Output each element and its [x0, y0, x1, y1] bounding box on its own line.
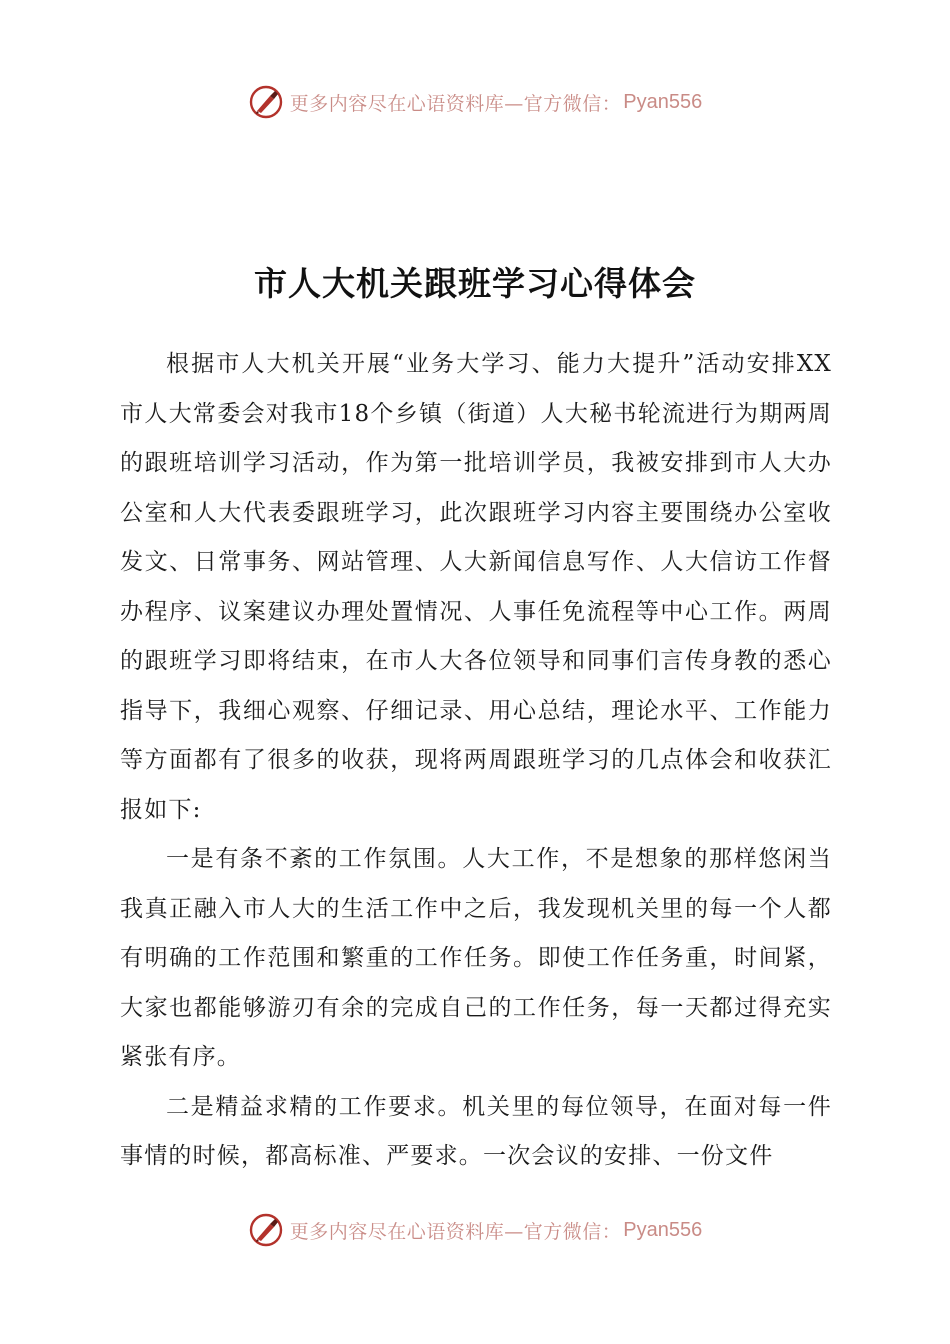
banner-text: 更多内容尽在心语资料库—官方微信： — [289, 1220, 622, 1243]
banner-wechat-id: Pyan556 — [623, 1218, 703, 1241]
document-body — [120, 340, 832, 1182]
paragraph-point-two: 二是精益求精的工作要求。机关里的每位领导，在面对每一件事情的时候，都高标准、严要求。一次会议的安排、一份文件 — [120, 1093, 832, 1169]
banner-text: 更多内容尽在心语资料库—官方微信： — [289, 92, 622, 115]
footer-watermark-banner — [0, 1210, 950, 1250]
header-watermark-banner — [0, 82, 950, 122]
paragraph-point-one: 一是有条不紊的工作氛围。人大工作，不是想象的那样悠闲当我真正融入市人大的生活工作中之后，我发现机关里的每一个人都有明确的工作范围和繁重的工作任务。即使工作任务重，时间紧，大家也都能够游刃有余的完成自己的工作任务，每一天都过得充实紧张有序。 — [120, 846, 832, 1070]
document-title: 市人大机关跟班学习心得体会 — [254, 264, 696, 303]
pen-logo-icon — [248, 84, 284, 120]
banner-wechat-id: Pyan556 — [623, 90, 703, 113]
paragraph-intro: 根据市人大机关开展“业务大学习、能力大提升”活动安排XX市人大常委会对我市18个乡镇（街道）人大秘书轮流进行为期两周的跟班培训学习活动，作为第一批培训学员，我被安排到市人大办公室和人大代表委跟班学习，此次跟班学习内容主要围绕办公室收发文、日常事务、网站管理、人大新闻信息写作、人大信访工作督办程序、议案建议办理处置情况、人事任免流程等中心工作。两周的跟班学习即将结束，在市人大各位领导和同事们言传身教的悉心指导下，我细心观察、仔细记录、用心总结，理论水平、工作能力等方面都有了很多的收获，现将两周跟班学习的几点体会和收获汇报如下: — [120, 351, 832, 823]
pen-logo-icon — [248, 1212, 284, 1248]
